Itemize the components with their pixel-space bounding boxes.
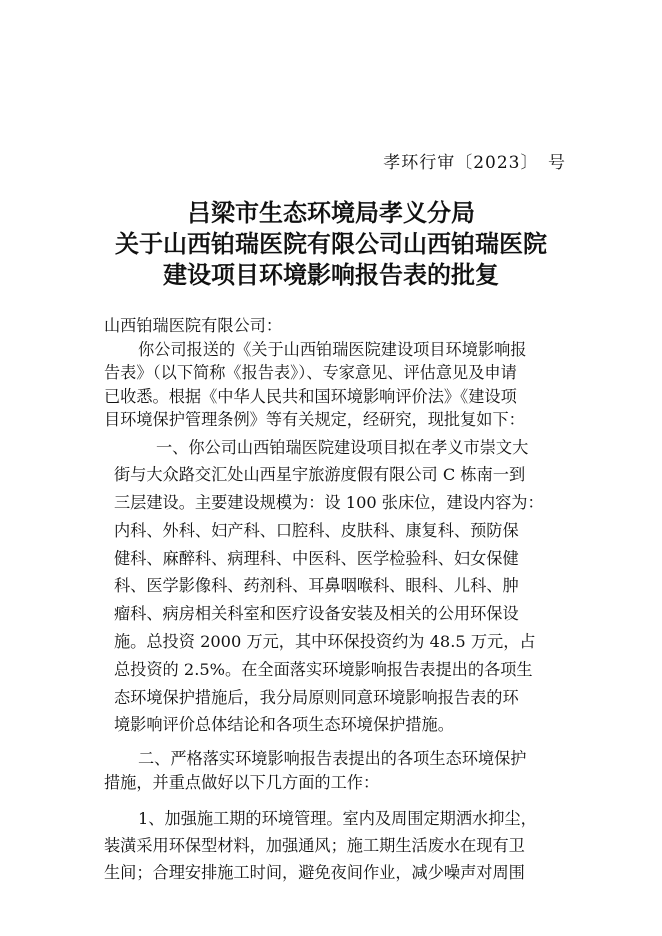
item2-1-line: 生间；合理安排施工时间，避免夜间作业，减少噪声对周围 xyxy=(104,863,525,883)
item2-line: 措施，并重点做好以下几方面的工作： xyxy=(104,773,380,793)
intro-line: 你公司报送的《关于山西铂瑞医院建设项目环境影响报 xyxy=(138,339,527,359)
document-title xyxy=(0,198,662,291)
intro-line: 已收悉。根据《中华人民共和国环境影响评价法》《建设项 xyxy=(104,386,517,406)
intro-line: 目环境保护管理条例》等有关规定，经研究，现批复如下： xyxy=(104,410,525,429)
item1-line: 健科、麻醉科、病理科、中医科、医学检验科、妇女保健 xyxy=(114,548,519,568)
item1-line: 施。总投资 2000 万元，其中环保投资约为 48.5 万元，占 xyxy=(114,632,536,652)
item2-block xyxy=(104,747,576,795)
document-body xyxy=(104,314,576,886)
item2-1-block xyxy=(104,805,576,886)
item1-block xyxy=(114,434,576,740)
item1-line: 三层建设。主要建设规模为：设 100 张床位，建设内容为： xyxy=(114,493,544,513)
title-line-2: 关于山西铂瑞医院有限公司山西铂瑞医院 xyxy=(115,230,547,258)
item1-line: 瘤科、病房相关科室和医疗设备安装及相关的公用环保设 xyxy=(114,604,519,624)
item1-line: 一、你公司山西铂瑞医院建设项目拟在孝义市崇文大 xyxy=(156,437,529,457)
title-line-1: 吕梁市生态环境局孝义分局 xyxy=(187,199,475,227)
intro-block xyxy=(104,314,576,432)
item1-line: 境影响评价总体结论和各项生态环境保护措施。 xyxy=(114,715,454,735)
item1-line: 态环境保护措施后，我分局原则同意环境影响报告表的环 xyxy=(114,687,519,707)
item2-line: 二、严格落实环境影响报告表提出的各项生态环境保护 xyxy=(138,749,527,769)
item2-1-line: 1、加强施工期的环境管理。室内及周围定期洒水抑尘， xyxy=(138,809,537,829)
item1-line: 内科、外科、妇产科、口腔科、皮肤科、康复科、预防保 xyxy=(114,520,519,540)
item1-line: 街与大众路交汇处山西星宇旅游度假有限公司 C 栋南一到 xyxy=(114,465,526,485)
item1-line: 科、医学影像科、药剂科、耳鼻咽喉科、眼科、儿科、肿 xyxy=(114,576,519,596)
item1-line: 总投资的 2.5%。在全面落实环境影响报告表提出的各项生 xyxy=(114,659,533,679)
salutation: 山西铂瑞医院有限公司： xyxy=(104,316,283,335)
document-number: 孝环行审〔2023〕 号 xyxy=(383,153,566,173)
item2-1-line: 装潢采用环保型材料，加强通风；施工期生活废水在现有卫 xyxy=(104,836,525,856)
title-line-3: 建设项目环境影响报告表的批复 xyxy=(163,261,499,289)
intro-line: 告表》（以下简称《报告表》）、专家意见、评估意见及申请 xyxy=(104,363,517,382)
